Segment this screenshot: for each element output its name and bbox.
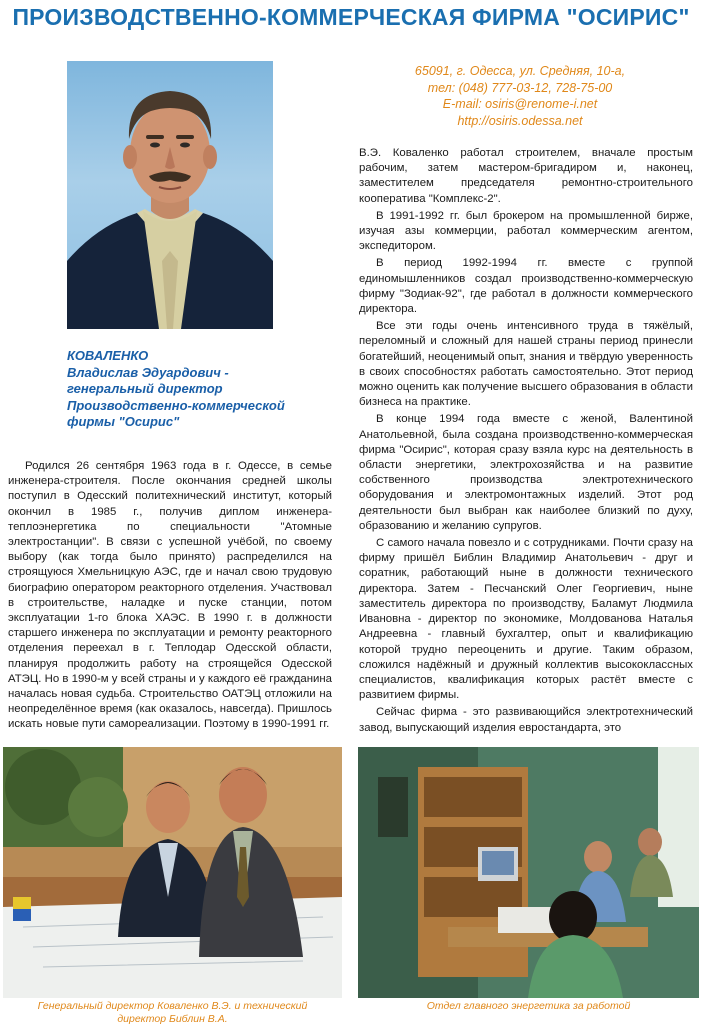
contact-website[interactable]: http://osiris.odessa.net [457,113,583,128]
article-paragraph: В конце 1994 года вместе с женой, Валентиной Анатольевной, была создана производственно-коммерческая фирма "Осирис", которая сразу взяла курс на деятельность в области энергетики, электрохозяйства и на развитие собственного производства электротехнического оборудования и электромонтажных изделий. Этот род деятельности был выбран как наиболее близкий по духу, образованию и желанию супругов. [359,413,693,532]
person-name-role: Владислав Эдуардович - генеральный директор Производственно-коммерческой фирмы "Осирис" [67,364,285,429]
contact-email[interactable]: E-mail: osiris@renome-i.net [442,97,598,111]
photo-directors [3,747,342,998]
photo-caption-left: Генеральный директор Коваленко В.Э. и технический директор Библин В.А. [37,1000,308,1025]
article-paragraph: В 1991-1992 гг. был брокером на промышленной бирже, изучая азы коммерции, работал коммерческим агентом, экспедитором. [359,209,693,253]
page-title: ПРОИЗВОДСТВЕННО-КОММЕРЧЕСКАЯ ФИРМА "ОСИРИС" [12,4,690,30]
article-paragraph: В период 1992-1994 гг. вместе с группой единомышленников создал производственно-коммерческую фирму "Зодиак-92", где работал в должности коммерческого директора. [359,257,693,316]
contacts-block [360,63,680,129]
article-column-left [8,459,332,743]
article-paragraph: С самого начала повезло и с сотрудниками. Почти сразу на фирму пришёл Библин Владимир Анатольевич - друг и соратник, работающий ныне в должности технического директора. Затем - Песчанский Олег Георгиевич, ныне заместитель директора по производству, Баламут Людмила Ивановна - директор по экономике, Молдованова Наталья Андреевна - главный бухгалтер, опыт и квалификацию которой трудно переоценить и другие. Таким образом, сложился надёжный и дружный коллектив высококлассных специалистов, квалификация которых растёт вместе с развитием фирмы. [359,537,693,702]
article-paragraph: Все эти годы очень интенсивного труда в тяжёлый, переломный и сложный для нашей страны период принесли богатейший, неоценимый опыт, знания и твёрдую уверенность в своих способностях работать самостоятельно. Этот период можно оценить как получение высшего образования в области бизнеса на практике. [359,320,693,409]
article-paragraph: В.Э. Коваленко работал строителем, вначале простым рабочим, затем мастером-бригадиром и, наконец, заместителем председателя ремонтно-строительного кооператива "Комплекс-2". [359,147,693,205]
person-surname: КОВАЛЕНКО [67,348,149,363]
article-paragraph: Родился 26 сентября 1963 года в г. Одессе, в семье инженера-строителя. После окончания средней школы поступил в Одесский политехнический институт, который окончил в 1985 г., получив диплом инженера-теплоэнергетика по специальности "Атомные электростанции". В связи с успешной учёбой, по своему выбору (как тогда было принято) распределился на строящуюся Хмельницкую АЭС, где и начал свою трудовую биографию оператором реакторного отделения. Участвовал в строительстве, наладке и пуске станции, потом эксплуатации 1-го блока ХАЭС. В 1990 г. в должности старшего инженера по эксплуатации и ремонту реакторного отделения переехал в г. Теплодар Одесской области, планируя продолжить работу на строящейся Одесской АТЭЦ. Но в 1990-м у всей страны и у каждого её гражданина началась новая судьба. Строительство ОАТЭЦ отложили на неопределённое время (как оказалось, навсегда). Пришлось искать новые пути самореализации. Поэтому в 1990-1991 гг. [8,460,332,731]
photo-caption-right: Отдел главного энергетика за работой [426,1000,631,1012]
article-column-right [359,146,693,743]
person-caption [67,348,307,431]
article-paragraph: Сейчас фирма - это развивающийся электротехнический завод, выпускающий изделия евростандарта, это [359,706,693,734]
contact-address: 65091, г. Одесса, ул. Средняя, 10-а, [414,64,626,78]
portrait-photo [67,61,273,329]
contact-phone: тел: (048) 777-03-12, 728-75-00 [427,80,613,95]
photo-office [358,747,699,998]
